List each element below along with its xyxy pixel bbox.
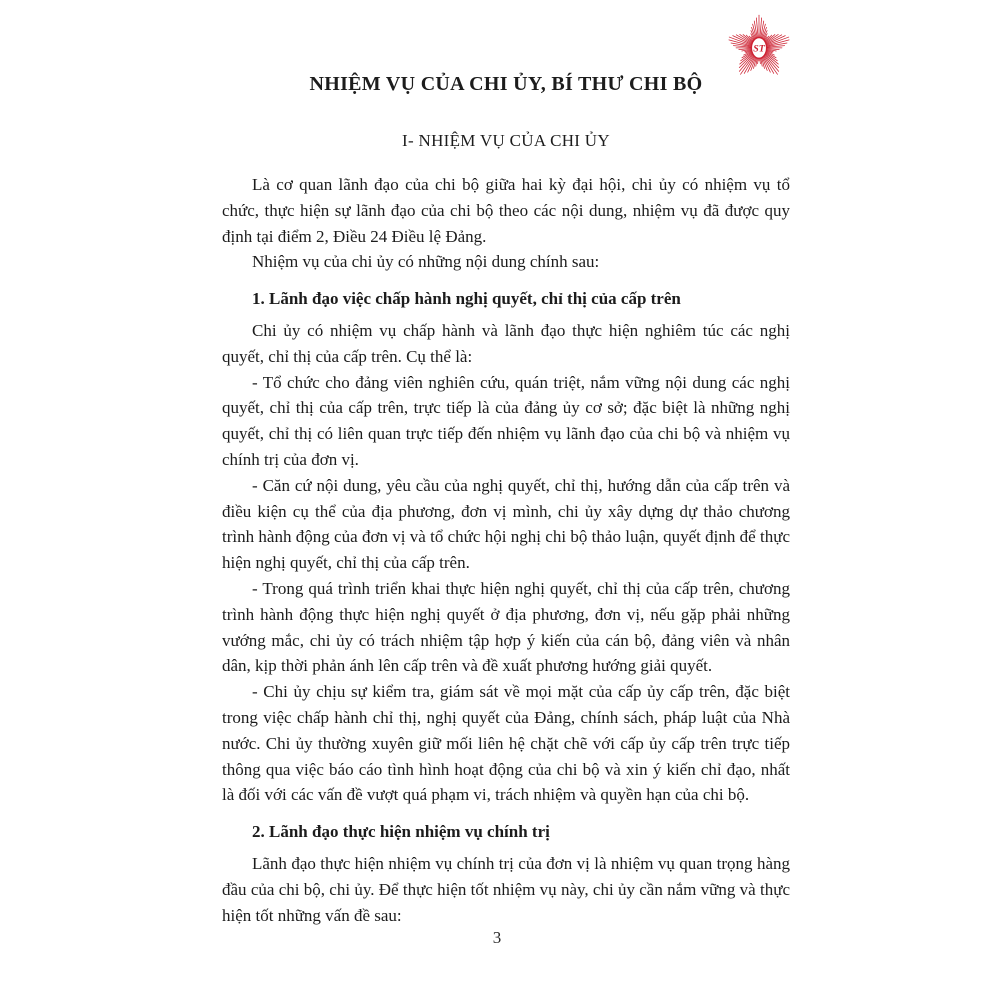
subsection-heading-1: 1. Lãnh đạo việc chấp hành nghị quyết, chỉ thị của cấp trên xyxy=(252,289,681,309)
paragraph: Nhiệm vụ của chi ủy có những nội dung chính sau: xyxy=(252,252,600,272)
paragraph: Chi ủy có nhiệm vụ chấp hành và lãnh đạo thực hiện nghiêm túc các nghị quyết, chỉ thị của cấp trên. Cụ thể là: xyxy=(222,320,790,366)
subsection-heading-2: 2. Lãnh đạo thực hiện nhiệm vụ chính trị xyxy=(252,822,550,842)
list-paragraph: - Trong quá trình triển khai thực hiện nghị quyết, chỉ thị của cấp trên, chương trình hành động thực hiện nghị quyết ở địa phương, đơn vị, nếu gặp phải những vướng mắc, chi ủy có trách nhiệm tập hợp ý kiến của cán bộ, đảng viên và nhân dân, kịp thời phản ánh lên cấp trên và đề xuất phương hướng giải quyết. xyxy=(222,578,790,676)
page-number: 3 xyxy=(492,928,502,947)
list-paragraph: - Căn cứ nội dung, yêu cầu của nghị quyết, chỉ thị, hướng dẫn của cấp trên và điều kiện cụ thể của địa phương, đơn vị mình, chi ủy xây dựng dự thảo chương trình hành động của đơn vị và tổ chức hội nghị chi bộ thảo luận, quyết định để thực hiện nghị quyết, chỉ thị của cấp trên. xyxy=(222,475,790,573)
paragraph: Là cơ quan lãnh đạo của chi bộ giữa hai kỳ đại hội, chi ủy có nhiệm vụ tổ chức, thực hiện sự lãnh đạo của chi bộ theo các nội dung, nhiệm vụ đã được quy định tại điểm 2, Điều 24 Điều lệ Đảng. xyxy=(222,175,790,246)
section-heading: I- NHIỆM VỤ CỦA CHI ỦY xyxy=(402,131,610,150)
list-paragraph: - Tổ chức cho đảng viên nghiên cứu, quán triệt, nắm vững nội dung các nghị quyết, chỉ thị của cấp trên, trực tiếp là của đảng ủy cơ sở; đặc biệt là những nghị quyết, chỉ thị có liên quan trực tiếp đến nhiệm vụ lãnh đạo của chi bộ và nhiệm vụ chính trị của đơn vị. xyxy=(222,372,790,469)
body-text xyxy=(222,172,790,928)
logo-monogram: ST xyxy=(753,43,765,55)
page-content xyxy=(222,0,790,928)
paragraph: Lãnh đạo thực hiện nhiệm vụ chính trị của đơn vị là nhiệm vụ quan trọng hàng đầu của chi bộ, chi ủy. Để thực hiện tốt nhiệm vụ này, chi ủy cần nắm vững và thực hiện tốt những vấn đề sau: xyxy=(222,853,790,925)
document-title: NHIỆM VỤ CỦA CHI ỦY, BÍ THƯ CHI BỘ xyxy=(309,73,703,95)
list-paragraph: - Chi ủy chịu sự kiểm tra, giám sát về mọi mặt của cấp ủy cấp trên, đặc biệt trong việc chấp hành chỉ thị, nghị quyết của Đảng, chính sách, pháp luật của Nhà nước. Chi ủy thường xuyên giữ mối liên hệ chặt chẽ với cấp ủy cấp trên trực tiếp thông qua việc báo cáo tình hình hoạt động của chi bộ và xin ý kiến chỉ đạo, nhất là đối với các vấn đề vượt quá phạm vi, trách nhiệm và quyền hạn của chi bộ. xyxy=(222,682,790,805)
